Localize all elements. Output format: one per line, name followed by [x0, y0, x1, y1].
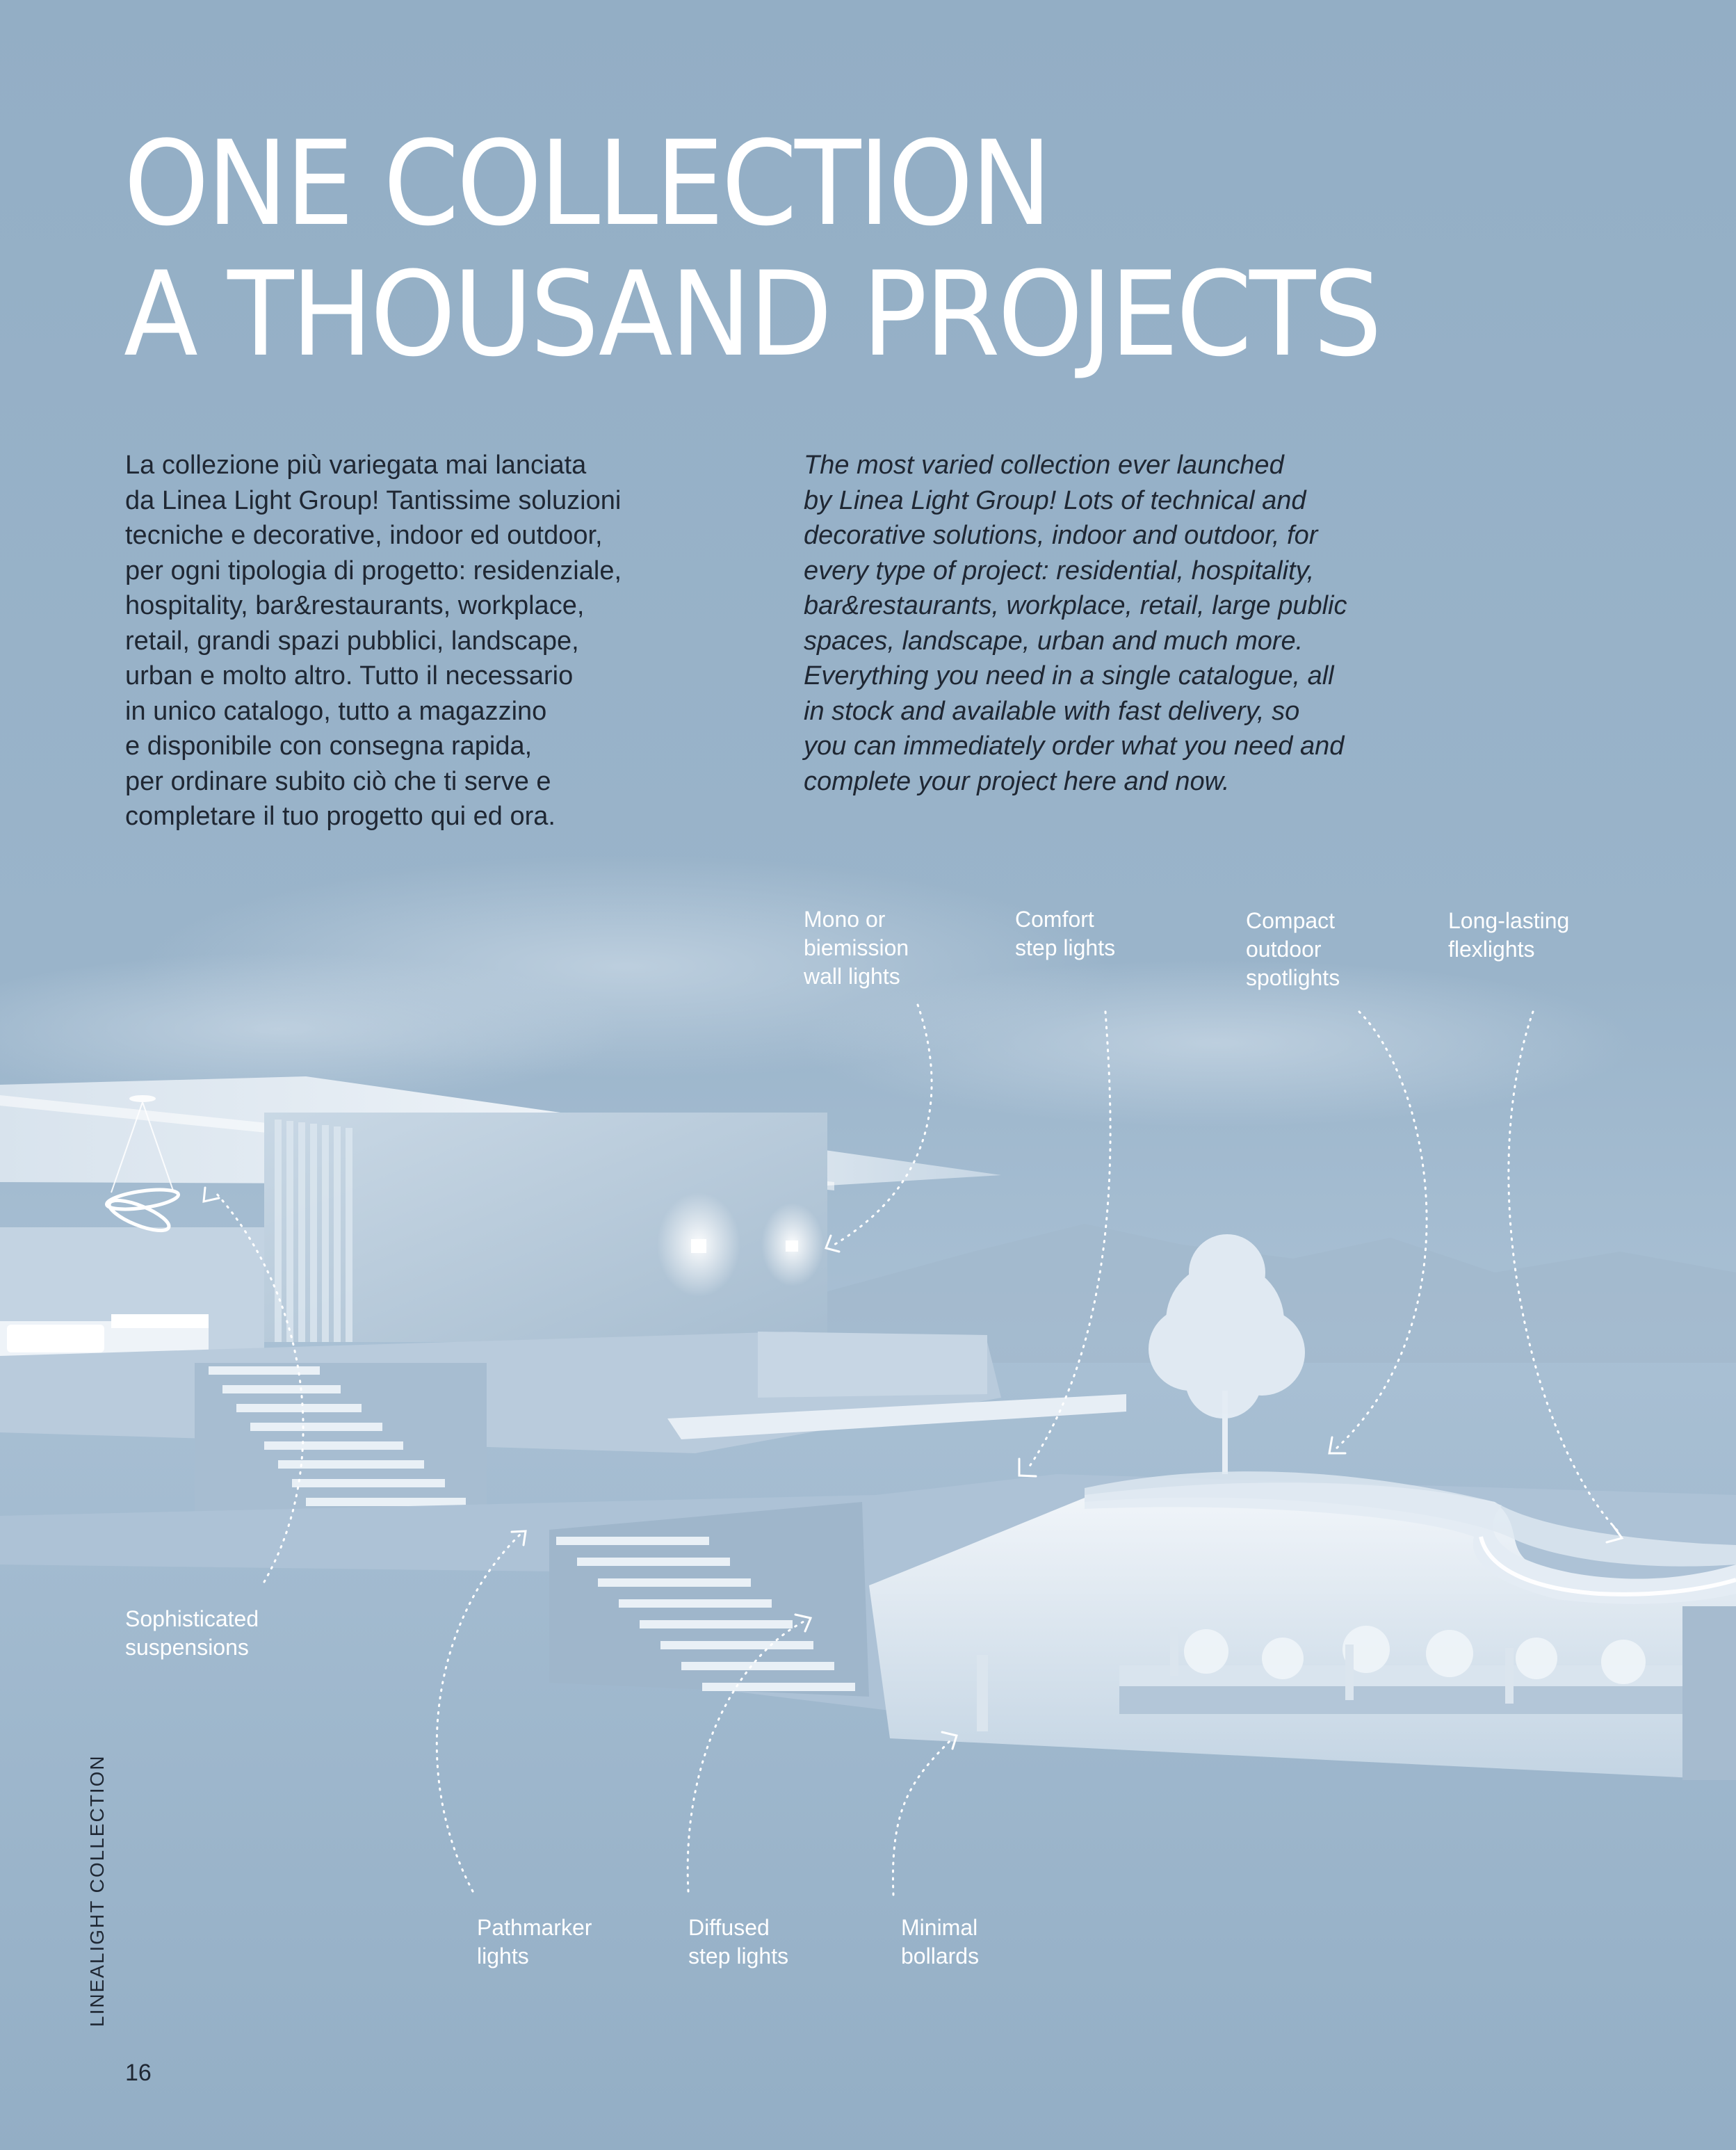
- text-line: e disponibile con consegna rapida,: [125, 732, 533, 761]
- label-line: spotlights: [1246, 965, 1340, 990]
- label-line: Pathmarker: [477, 1915, 592, 1940]
- text-line: bar&restaurants, workplace, retail, large public: [804, 591, 1347, 620]
- page-number: 16: [125, 2060, 152, 2086]
- label-outdoor-spotlights: [1246, 907, 1340, 992]
- text-line: tecniche e decorative, indoor ed outdoor,: [125, 521, 603, 550]
- text-line: hospitality, bar&restaurants, workplace,: [125, 591, 585, 620]
- label-line: step lights: [1015, 935, 1116, 960]
- text-line: you can immediately order what you need and: [804, 732, 1345, 761]
- label-wall-lights: [804, 905, 909, 991]
- text-line: per ogni tipologia di progetto: residenziale,: [125, 556, 622, 585]
- text-line: The most varied collection ever launched: [804, 451, 1284, 480]
- text-line: completare il tuo progetto qui ed ora.: [125, 802, 555, 831]
- label-line: bollards: [901, 1943, 980, 1969]
- label-line: Comfort: [1015, 907, 1094, 932]
- text-line: retail, grandi spazi pubblici, landscape,: [125, 626, 579, 656]
- title-line-2: A THOUSAND PROJECTS: [124, 246, 1380, 382]
- text-line: per ordinare subito ciò che ti serve e: [125, 766, 551, 796]
- label-line: wall lights: [804, 964, 900, 989]
- label-flexlights: [1448, 907, 1569, 964]
- side-collection-label: LINEALIGHT COLLECTION: [86, 1754, 108, 2027]
- label-line: lights: [477, 1943, 529, 1969]
- label-line: Minimal: [901, 1915, 978, 1940]
- label-line: Long-lasting: [1448, 908, 1570, 933]
- label-line: flexlights: [1448, 937, 1535, 962]
- page-title: [124, 115, 1380, 382]
- label-diffused-step-lights: [688, 1914, 788, 1971]
- text-line: da Linea Light Group! Tantissime soluzioni: [125, 485, 622, 515]
- intro-text-english: [804, 448, 1347, 799]
- title-line-1: ONE COLLECTION: [124, 115, 1050, 252]
- text-line: spaces, landscape, urban and much more.: [804, 626, 1304, 656]
- label-line: Diffused: [688, 1915, 770, 1940]
- text-line: in stock and available with fast delivery, so: [804, 696, 1300, 726]
- label-line: Sophisticated: [125, 1606, 259, 1631]
- label-suspensions: [125, 1605, 259, 1662]
- label-line: step lights: [688, 1943, 789, 1969]
- label-line: suspensions: [125, 1635, 249, 1660]
- label-line: Compact: [1246, 908, 1336, 933]
- text-line: La collezione più variegata mai lanciata: [125, 451, 587, 480]
- text-line: complete your project here and now.: [804, 766, 1230, 796]
- intro-text-italian: [125, 448, 622, 834]
- text-line: urban e molto altro. Tutto il necessario: [125, 661, 574, 690]
- text-line: Everything you need in a single catalogue, all: [804, 661, 1334, 690]
- label-pathmarker-lights: [477, 1914, 592, 1971]
- label-minimal-bollards: [901, 1914, 979, 1971]
- text-line: by Linea Light Group! Lots of technical and: [804, 485, 1306, 515]
- label-comfort-step-lights: [1015, 905, 1115, 962]
- text-line: decorative solutions, indoor and outdoor, for: [804, 521, 1318, 550]
- text-line: in unico catalogo, tutto a magazzino: [125, 696, 547, 726]
- text-line: every type of project: residential, hospitality,: [804, 556, 1315, 585]
- label-line: outdoor: [1246, 937, 1322, 962]
- label-line: biemission: [804, 935, 909, 960]
- label-line: Mono or: [804, 907, 886, 932]
